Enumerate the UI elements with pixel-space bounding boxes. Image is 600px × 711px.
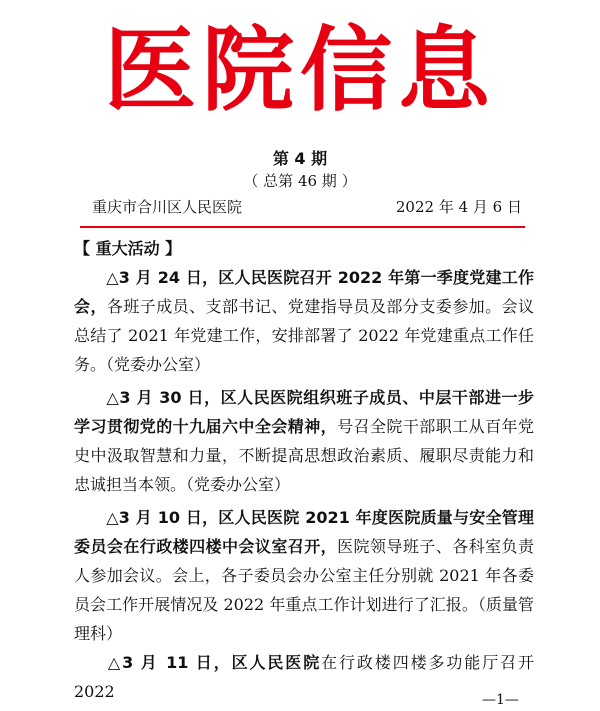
meta-row [92,196,522,218]
masthead-title: 医院信息 [103,16,496,124]
news-item-2 [74,383,534,499]
masthead [0,16,600,124]
news-item-text: 医院领导班子、各科室负责人参加会议。会上，各子委员会办公室主任分别就 2021 年各委员会工作开展情况及 2022 年重点工作计划进行了汇报。（质量管理科） [74,537,534,643]
news-item-lead: △3 月 30 日，区人民医院组织班子成员、中层干部进一步学习贯彻党的十九届六中全会精神， [74,388,534,436]
issue-total: （ 总第 46 期 ） [243,172,357,190]
news-item-lead: △3 月 24 日，区人民医院召开 2022 年第一季度党建工作会， [74,268,534,316]
page-number: —1— [482,692,519,708]
issue-number: 第 4 期 [272,149,328,168]
news-item-text: 在行政楼四楼多功能厅召开 2022 [74,653,534,701]
news-item-4 [74,648,534,706]
article-body [74,263,534,701]
section-heading: 【 重大活动 】 [74,239,182,258]
news-item-3 [74,503,534,648]
news-item-text: 号召全院干部职工从百年党史中汲取智慧和力量，不断提高思想政治素质、履职尽责能力和忠诚担当本领。（党委办公室） [74,417,534,494]
news-item-1 [74,263,534,379]
header-divider [80,226,525,228]
news-item-lead: △3 月 10 日，区人民医院 2021 年度医院质量与安全管理委员会在行政楼四楼中会议室召开， [74,508,534,556]
news-item-text: 各班子成员、支部书记、党建指导员及部分支委参加。会议总结了 2021 年党建工作，安排部署了 2022 年党建重点工作任务。（党委办公室） [74,297,534,374]
publish-date: 2022 年 4 月 6 日 [395,198,522,216]
news-item-lead: △3 月 11 日，区人民医院 [106,653,322,672]
publisher: 重庆市合川区人民医院 [92,198,243,216]
